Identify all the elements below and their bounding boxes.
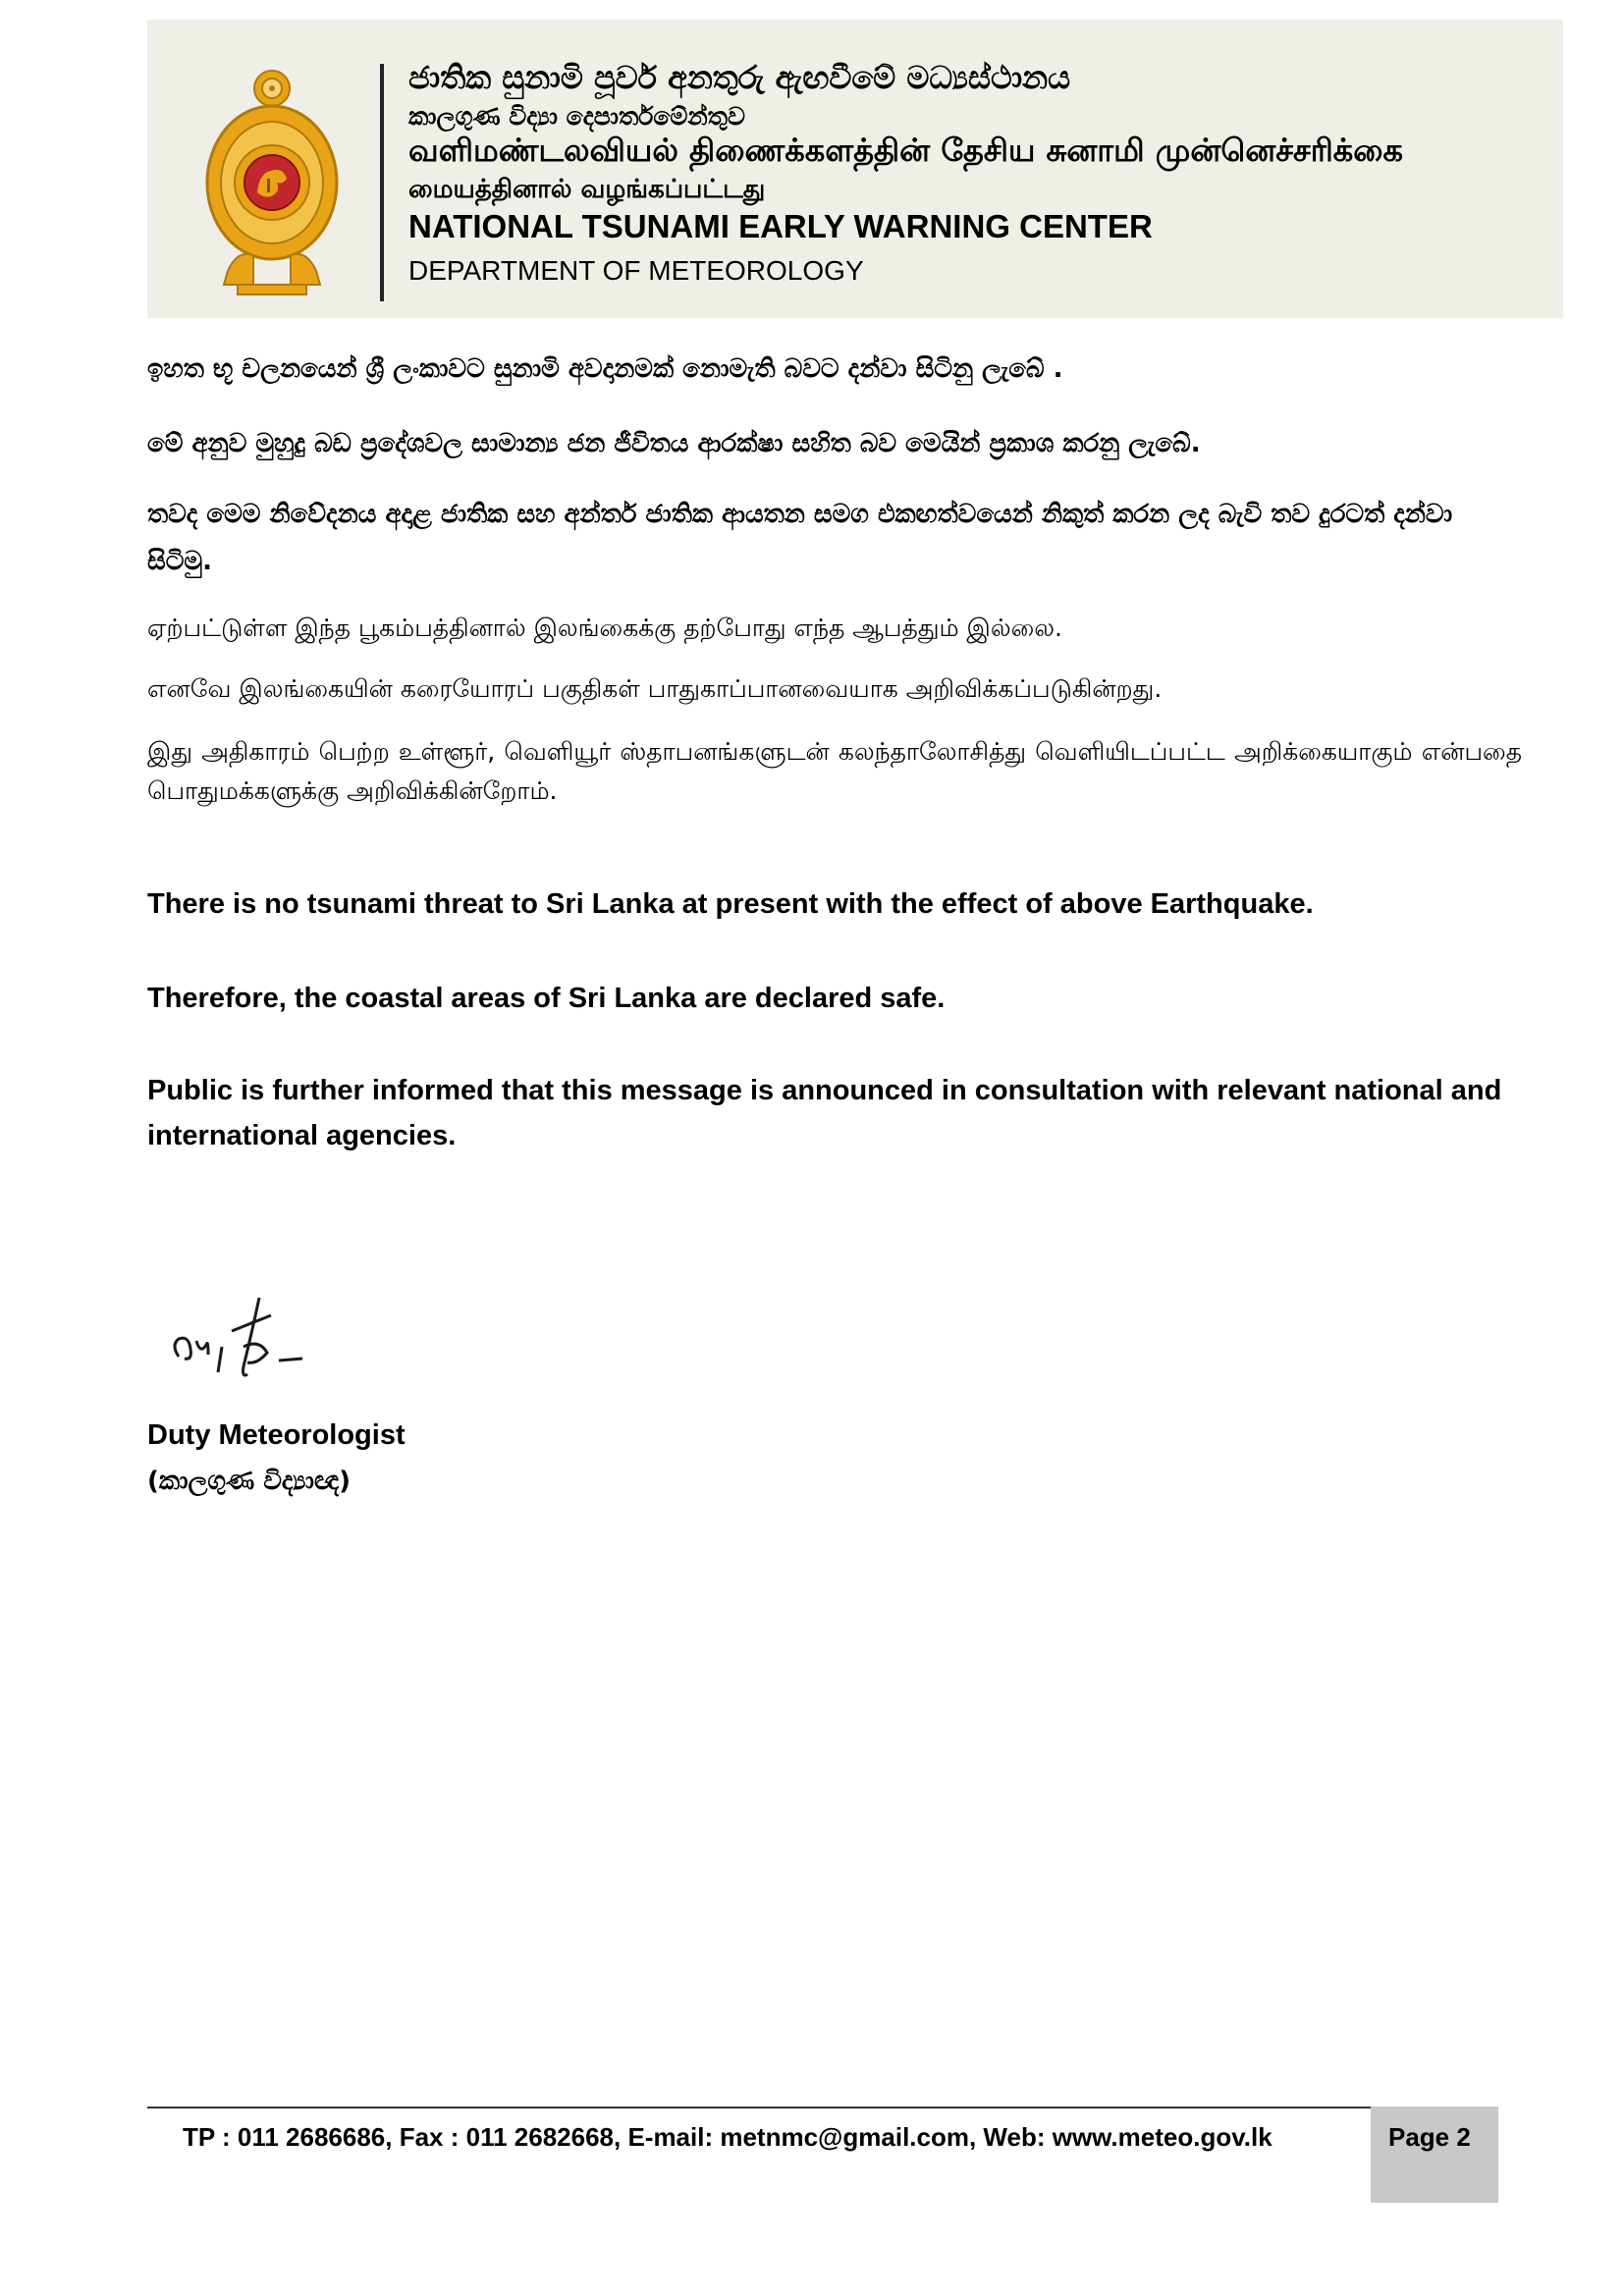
header-sinhala-department: කාලගුණ විද්‍යා දෙපාර්තමේන්තුව bbox=[408, 102, 745, 131]
english-paragraph-3: Public is further informed that this message is announced in consultation with relevant national and international agencies. bbox=[147, 1075, 1502, 1151]
english-paragraph-2: Therefore, the coastal areas of Sri Lanka are declared safe. bbox=[147, 983, 946, 1014]
header-tamil-subtitle: மையத்தினால் வழங்கப்பட்டது bbox=[408, 175, 766, 204]
tamil-paragraph-2: எனவே இலங்கையின் கரையோரப் பகுதிகள் பாதுகாப்பானவையாக அறிவிக்கப்படுகின்றது. bbox=[147, 674, 1163, 703]
header-english-department: DEPARTMENT OF METEOROLOGY bbox=[408, 255, 864, 286]
letterhead bbox=[147, 20, 1563, 318]
header-english-title: NATIONAL TSUNAMI EARLY WARNING CENTER bbox=[408, 208, 1153, 244]
signatory-title-sinhala: (කාලගුණ විද්‍යාඥ) bbox=[147, 1467, 352, 1496]
tamil-paragraph-1: ஏற்பட்டுள்ள இந்த பூகம்பத்தினால் இலங்கைக்கு தற்போது எந்த ஆபத்தும் இல்லை. bbox=[147, 614, 1062, 642]
sinhala-paragraph-3: තවද මෙම නිවේදනය අදාළ ජාතික සහ අන්තර් ජාතික ආයතන සමග එකඟත්වයෙන් නිකුත් කරන ලද බැවි තව දුරටත් දන්වා සිටිමු. bbox=[147, 500, 1453, 576]
footer-divider bbox=[147, 2107, 1498, 2109]
page-number: Page 2 bbox=[1388, 2122, 1471, 2152]
tamil-paragraph-3: இது அதிகாரம் பெற்ற உள்ளூர், வெளியூர் ஸ்தாபனங்களுடன் கலந்தாலோசித்து வெளியிடப்பட்ட அறிக்கையாகும் என்பதை பொதுமக்களுக்கு அறிவிக்கின்றோம். bbox=[147, 737, 1522, 805]
signatory-title: Duty Meteorologist bbox=[147, 1419, 406, 1451]
header-sinhala-title: ජාතික සුනාමි පූර්ව අනතුරු ඇඟවීමේ මධ්‍යස්ථානය bbox=[408, 59, 1071, 96]
footer-contact-info: TP : 011 2686686, Fax : 011 2682668, E-mail: metnmc@gmail.com, Web: www.meteo.gov.lk bbox=[183, 2122, 1272, 2152]
sinhala-paragraph-2: මේ අනුව මුහුදු බඩ ප්‍රදේශවල සාමාන්‍ය ජන ජීවිතය ආරක්ෂා සහිත බව මෙයින් ප්‍රකාශ කරනු ලැබේ. bbox=[147, 429, 1201, 458]
header-tamil-title: வளிமண்டலவியல் திணைக்களத்தின் தேசிய சுனாமி முன்னெச்சரிக்கை bbox=[408, 132, 1403, 169]
english-paragraph-1: There is no tsunami threat to Sri Lanka at present with the effect of above Earthquake. bbox=[147, 888, 1314, 920]
header-divider bbox=[380, 64, 384, 301]
signature-image bbox=[149, 1276, 365, 1404]
sinhala-paragraph-1: ඉහත භූ චලනයෙන් ශ්‍රී ලංකාවට සුනාමි අවදානමක් නොමැති බවට දන්වා සිටිනු ලැබේ . bbox=[147, 354, 1063, 384]
sri-lanka-emblem-icon bbox=[198, 63, 346, 303]
page-number-box bbox=[1371, 2107, 1498, 2203]
